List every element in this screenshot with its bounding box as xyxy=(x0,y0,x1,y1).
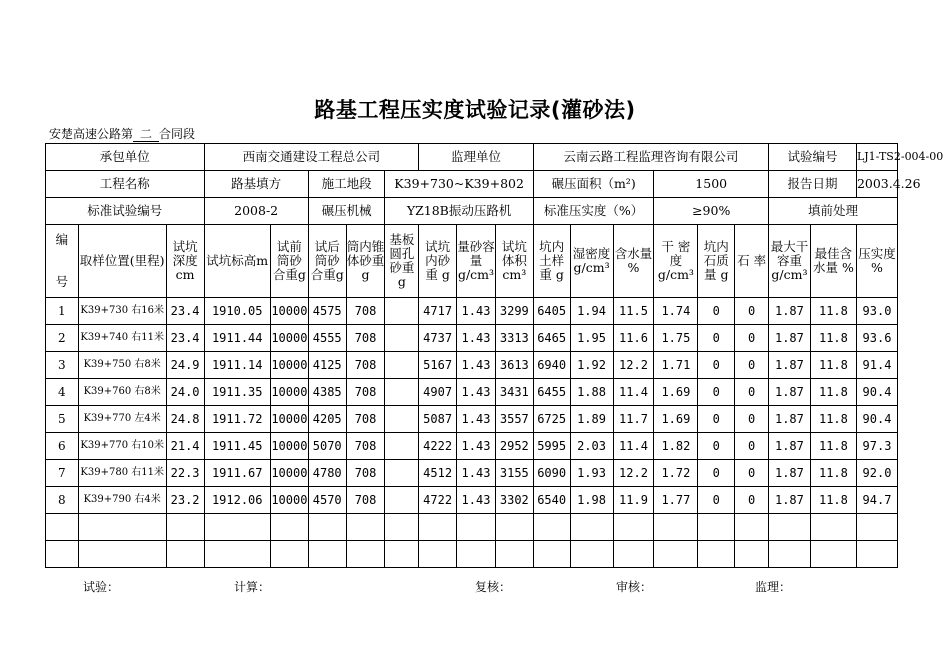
table-cell: 11.8 xyxy=(810,298,856,325)
project-suffix: 合同段 xyxy=(159,127,196,141)
empty-cell xyxy=(166,514,204,541)
table-cell: 90.4 xyxy=(856,379,897,406)
column-header: 石 率 xyxy=(735,225,769,298)
table-cell xyxy=(385,325,419,352)
table-cell: 4385 xyxy=(308,379,346,406)
table-cell: 6725 xyxy=(533,406,570,433)
table-cell: 1.87 xyxy=(768,352,810,379)
empty-cell xyxy=(346,514,385,541)
column-header: 试前筒砂合重g xyxy=(270,225,308,298)
empty-cell xyxy=(270,541,308,568)
table-cell: 1911.72 xyxy=(204,406,270,433)
table-cell: 6465 xyxy=(533,325,570,352)
table-cell: 1.43 xyxy=(457,325,496,352)
empty-cell xyxy=(457,514,496,541)
table-cell: 4222 xyxy=(419,433,457,460)
table-row xyxy=(46,406,898,433)
table-row xyxy=(46,460,898,487)
table-cell: 7 xyxy=(46,460,79,487)
table-cell: 3 xyxy=(46,352,79,379)
table-cell: 3557 xyxy=(495,406,533,433)
empty-cell xyxy=(856,541,897,568)
table-row xyxy=(46,298,898,325)
table-cell: 10000 xyxy=(270,298,308,325)
contractor-label: 承包单位 xyxy=(46,144,205,171)
table-cell: 1911.35 xyxy=(204,379,270,406)
table-cell: 708 xyxy=(346,487,385,514)
table-cell: 0 xyxy=(735,379,769,406)
table-cell: 10000 xyxy=(270,325,308,352)
info-row-2 xyxy=(46,171,898,198)
table-cell: 1.87 xyxy=(768,460,810,487)
empty-cell xyxy=(78,541,166,568)
table-cell: 11.8 xyxy=(810,379,856,406)
empty-cell xyxy=(698,541,735,568)
column-header-row xyxy=(46,225,898,298)
column-header: 试后筒砂合重g xyxy=(308,225,346,298)
column-header: 基板圆孔砂重g xyxy=(385,225,419,298)
empty-cell xyxy=(768,514,810,541)
location-cell: K39+760 右8米 xyxy=(78,379,166,406)
table-row xyxy=(46,379,898,406)
table-cell: 93.6 xyxy=(856,325,897,352)
page-title: 路基工程压实度试验记录(灌砂法) xyxy=(314,98,636,122)
table-row xyxy=(46,352,898,379)
footer-review: 审核： xyxy=(616,580,653,594)
table-cell: 1.43 xyxy=(457,379,496,406)
table-cell: 0 xyxy=(735,433,769,460)
table-cell: 1.74 xyxy=(654,298,698,325)
table-cell: 12.2 xyxy=(613,352,654,379)
table-cell: 1.92 xyxy=(570,352,613,379)
empty-cell xyxy=(495,514,533,541)
table-cell: 4512 xyxy=(419,460,457,487)
project-line xyxy=(49,125,195,142)
table-cell: 0 xyxy=(735,352,769,379)
empty-cell xyxy=(419,514,457,541)
table-cell: 2952 xyxy=(495,433,533,460)
table-cell: 708 xyxy=(346,433,385,460)
empty-cell xyxy=(78,514,166,541)
table-cell: 10000 xyxy=(270,460,308,487)
empty-cell xyxy=(385,541,419,568)
table-cell: 1.71 xyxy=(654,352,698,379)
table-cell: 1.95 xyxy=(570,325,613,352)
location-cell: K39+770 左4米 xyxy=(78,406,166,433)
empty-cell xyxy=(735,541,769,568)
column-header: 编 号 xyxy=(46,225,79,298)
table-cell: 1.93 xyxy=(570,460,613,487)
table-cell: 6090 xyxy=(533,460,570,487)
table-cell: 4 xyxy=(46,379,79,406)
table-cell: 0 xyxy=(735,460,769,487)
empty-cell xyxy=(204,541,270,568)
footer-test: 试验： xyxy=(83,580,120,594)
table-cell: 97.3 xyxy=(856,433,897,460)
table-cell: 4555 xyxy=(308,325,346,352)
table-cell: 4780 xyxy=(308,460,346,487)
table-cell: 1911.44 xyxy=(204,325,270,352)
empty-cell xyxy=(570,541,613,568)
info-row-1 xyxy=(46,144,898,171)
empty-cell xyxy=(654,541,698,568)
footer-supervise: 监理： xyxy=(755,580,792,594)
table-cell: 11.7 xyxy=(613,406,654,433)
table-cell: 0 xyxy=(735,298,769,325)
table-cell: 1.87 xyxy=(768,433,810,460)
table-cell: 708 xyxy=(346,406,385,433)
test-no-label: 试验编号 xyxy=(768,144,856,171)
table-cell: 0 xyxy=(698,379,735,406)
std-no-label: 标准试验编号 xyxy=(46,198,205,225)
table-cell: 5070 xyxy=(308,433,346,460)
column-header: 湿密度 g/cm³ xyxy=(570,225,613,298)
table-cell: 3155 xyxy=(495,460,533,487)
location-cell: K39+750 右8米 xyxy=(78,352,166,379)
signature-footer xyxy=(0,578,950,594)
std-no-value: 2008-2 xyxy=(204,198,308,225)
empty-cell xyxy=(457,541,496,568)
table-cell: 22.3 xyxy=(166,460,204,487)
table-cell: 3613 xyxy=(495,352,533,379)
table-cell: 1912.06 xyxy=(204,487,270,514)
empty-cell xyxy=(810,541,856,568)
treatment-label: 填前处理 xyxy=(768,198,897,225)
table-cell: 23.2 xyxy=(166,487,204,514)
empty-cell xyxy=(308,541,346,568)
table-cell: 0 xyxy=(698,433,735,460)
table-cell: 6405 xyxy=(533,298,570,325)
table-cell: 4125 xyxy=(308,352,346,379)
table-cell: 1.69 xyxy=(654,379,698,406)
table-cell: 11.8 xyxy=(810,406,856,433)
table-cell: 5167 xyxy=(419,352,457,379)
table-cell: 708 xyxy=(346,460,385,487)
table-cell: 1.72 xyxy=(654,460,698,487)
table-cell: 1.69 xyxy=(654,406,698,433)
table-cell: 3302 xyxy=(495,487,533,514)
table-cell: 1911.45 xyxy=(204,433,270,460)
table-cell: 23.4 xyxy=(166,298,204,325)
table-cell: 6940 xyxy=(533,352,570,379)
table-cell: 11.6 xyxy=(613,325,654,352)
table-cell: 10000 xyxy=(270,406,308,433)
column-header: 含水量 % xyxy=(613,225,654,298)
std-compaction-value: ≥90% xyxy=(654,198,769,225)
location-cell: K39+740 右11米 xyxy=(78,325,166,352)
table-cell: 11.8 xyxy=(810,460,856,487)
empty-cell xyxy=(654,514,698,541)
empty-cell xyxy=(46,514,79,541)
table-cell: 4570 xyxy=(308,487,346,514)
empty-cell xyxy=(570,514,613,541)
area-label: 碾压面积（m²) xyxy=(533,171,654,198)
empty-cell xyxy=(856,514,897,541)
empty-cell xyxy=(495,541,533,568)
table-cell: 0 xyxy=(735,325,769,352)
empty-cell xyxy=(533,541,570,568)
table-cell: 1.87 xyxy=(768,487,810,514)
table-cell: 6455 xyxy=(533,379,570,406)
table-cell: 12.2 xyxy=(613,460,654,487)
table-cell: 4907 xyxy=(419,379,457,406)
table-cell: 11.5 xyxy=(613,298,654,325)
table-cell: 1.87 xyxy=(768,298,810,325)
work-label: 工程名称 xyxy=(46,171,205,198)
table-cell: 1.88 xyxy=(570,379,613,406)
table-row xyxy=(46,487,898,514)
column-header: 干 密 度 g/cm³ xyxy=(654,225,698,298)
table-cell: 1.43 xyxy=(457,487,496,514)
table-cell: 1.75 xyxy=(654,325,698,352)
table-row xyxy=(46,433,898,460)
project-prefix: 安楚高速公路第 xyxy=(49,127,134,141)
empty-cell xyxy=(204,514,270,541)
machine-value: YZ18B振动压路机 xyxy=(385,198,533,225)
table-cell: 708 xyxy=(346,325,385,352)
table-cell: 1.43 xyxy=(457,433,496,460)
record-table xyxy=(45,143,944,568)
table-cell: 3431 xyxy=(495,379,533,406)
table-cell: 93.0 xyxy=(856,298,897,325)
empty-cell xyxy=(735,514,769,541)
empty-cell xyxy=(385,514,419,541)
table-cell: 8 xyxy=(46,487,79,514)
table-cell: 0 xyxy=(698,325,735,352)
column-header: 最佳含水量 % xyxy=(810,225,856,298)
table-cell: 10000 xyxy=(270,379,308,406)
table-cell: 0 xyxy=(698,487,735,514)
table-cell: 10000 xyxy=(270,433,308,460)
site-label: 施工地段 xyxy=(308,171,385,198)
table-cell: 1.87 xyxy=(768,379,810,406)
table-cell: 21.4 xyxy=(166,433,204,460)
table-cell: 10000 xyxy=(270,352,308,379)
table-cell: 6540 xyxy=(533,487,570,514)
table-cell: 11.8 xyxy=(810,433,856,460)
table-cell: 1.87 xyxy=(768,406,810,433)
table-cell: 1.77 xyxy=(654,487,698,514)
table-cell: 1.43 xyxy=(457,352,496,379)
table-cell: 4575 xyxy=(308,298,346,325)
table-cell: 708 xyxy=(346,352,385,379)
table-cell xyxy=(385,487,419,514)
table-cell: 23.4 xyxy=(166,325,204,352)
table-cell: 91.4 xyxy=(856,352,897,379)
empty-cell xyxy=(46,541,79,568)
table-cell: 24.8 xyxy=(166,406,204,433)
supervisor-label: 监理单位 xyxy=(419,144,534,171)
location-cell: K39+780 右11米 xyxy=(78,460,166,487)
work-value: 路基填方 xyxy=(204,171,308,198)
column-header: 试坑标高m xyxy=(204,225,270,298)
table-cell: 4717 xyxy=(419,298,457,325)
blank-row xyxy=(46,541,898,568)
table-cell: 1.43 xyxy=(457,298,496,325)
table-cell: 0 xyxy=(698,460,735,487)
table-cell: 4737 xyxy=(419,325,457,352)
empty-cell xyxy=(308,514,346,541)
table-cell: 0 xyxy=(735,406,769,433)
table-cell: 3313 xyxy=(495,325,533,352)
report-date-label: 报告日期 xyxy=(768,171,856,198)
table-cell xyxy=(385,379,419,406)
table-cell xyxy=(385,406,419,433)
table-cell: 11.9 xyxy=(613,487,654,514)
table-cell: 0 xyxy=(698,298,735,325)
data-rows xyxy=(46,298,898,514)
table-cell: 1911.14 xyxy=(204,352,270,379)
column-header: 试坑体积cm³ xyxy=(495,225,533,298)
supervisor-value: 云南云路工程监理咨询有限公司 xyxy=(533,144,768,171)
table-cell: 708 xyxy=(346,298,385,325)
table-cell: 4722 xyxy=(419,487,457,514)
table-cell: 1911.67 xyxy=(204,460,270,487)
table-cell: 10000 xyxy=(270,487,308,514)
table-cell: 1.89 xyxy=(570,406,613,433)
table-cell xyxy=(385,460,419,487)
machine-label: 碾压机械 xyxy=(308,198,385,225)
table-cell: 1.98 xyxy=(570,487,613,514)
table-cell: 1.94 xyxy=(570,298,613,325)
table-cell: 92.0 xyxy=(856,460,897,487)
table-cell: 2.03 xyxy=(570,433,613,460)
table-cell: 1.43 xyxy=(457,406,496,433)
empty-cell xyxy=(768,541,810,568)
column-header: 坑内土样重 g xyxy=(533,225,570,298)
table-cell: 11.4 xyxy=(613,433,654,460)
empty-cell xyxy=(166,541,204,568)
column-header: 筒内锥体砂重g xyxy=(346,225,385,298)
table-cell: 11.8 xyxy=(810,325,856,352)
table-cell: 24.0 xyxy=(166,379,204,406)
table-cell: 0 xyxy=(698,352,735,379)
report-date-value: 2003.4.26 xyxy=(856,171,897,198)
table-cell: 5087 xyxy=(419,406,457,433)
table-cell: 5995 xyxy=(533,433,570,460)
empty-cell xyxy=(533,514,570,541)
table-cell: 2 xyxy=(46,325,79,352)
table-cell: 6 xyxy=(46,433,79,460)
empty-cell xyxy=(698,514,735,541)
location-cell: K39+790 右4米 xyxy=(78,487,166,514)
info-row-3 xyxy=(46,198,898,225)
table-row xyxy=(46,325,898,352)
column-header: 压实度 % xyxy=(856,225,897,298)
table-cell: 11.4 xyxy=(613,379,654,406)
table-cell: 4205 xyxy=(308,406,346,433)
location-cell: K39+730 右16米 xyxy=(78,298,166,325)
contractor-value: 西南交通建设工程总公司 xyxy=(204,144,419,171)
table-cell: 0 xyxy=(698,406,735,433)
table-cell: 1.43 xyxy=(457,460,496,487)
site-value: K39+730~K39+802 xyxy=(385,171,533,198)
table-cell xyxy=(385,433,419,460)
std-compaction-label: 标准压实度（%） xyxy=(533,198,654,225)
empty-cell xyxy=(613,541,654,568)
table-cell: 24.9 xyxy=(166,352,204,379)
empty-cell xyxy=(346,541,385,568)
table-cell: 1.82 xyxy=(654,433,698,460)
column-header: 试坑深度cm xyxy=(166,225,204,298)
footer-calc: 计算： xyxy=(234,580,271,594)
table-cell: 1910.05 xyxy=(204,298,270,325)
empty-cell xyxy=(810,514,856,541)
location-cell: K39+770 右10米 xyxy=(78,433,166,460)
project-section: 二 xyxy=(133,128,159,142)
column-header: 坑内石质量 g xyxy=(698,225,735,298)
table-cell xyxy=(385,298,419,325)
column-header: 取样位置(里程) xyxy=(78,225,166,298)
test-no-value: LJ1-TS2-004-00 xyxy=(856,144,897,171)
empty-cell xyxy=(270,514,308,541)
table-cell: 90.4 xyxy=(856,406,897,433)
column-header: 试坑内砂重 g xyxy=(419,225,457,298)
table-cell: 708 xyxy=(346,379,385,406)
footer-recheck: 复核： xyxy=(475,580,512,594)
table-cell: 3299 xyxy=(495,298,533,325)
table-cell: 94.7 xyxy=(856,487,897,514)
area-value: 1500 xyxy=(654,171,769,198)
empty-cell xyxy=(419,541,457,568)
column-header: 量砂容量g/cm³ xyxy=(457,225,496,298)
table-cell: 11.8 xyxy=(810,352,856,379)
table-cell: 0 xyxy=(735,487,769,514)
table-cell: 5 xyxy=(46,406,79,433)
column-header: 最大干容重g/cm³ xyxy=(768,225,810,298)
table-cell: 1 xyxy=(46,298,79,325)
table-cell xyxy=(385,352,419,379)
table-cell: 1.87 xyxy=(768,325,810,352)
empty-cell xyxy=(613,514,654,541)
blank-row xyxy=(46,514,898,541)
table-cell: 11.8 xyxy=(810,487,856,514)
